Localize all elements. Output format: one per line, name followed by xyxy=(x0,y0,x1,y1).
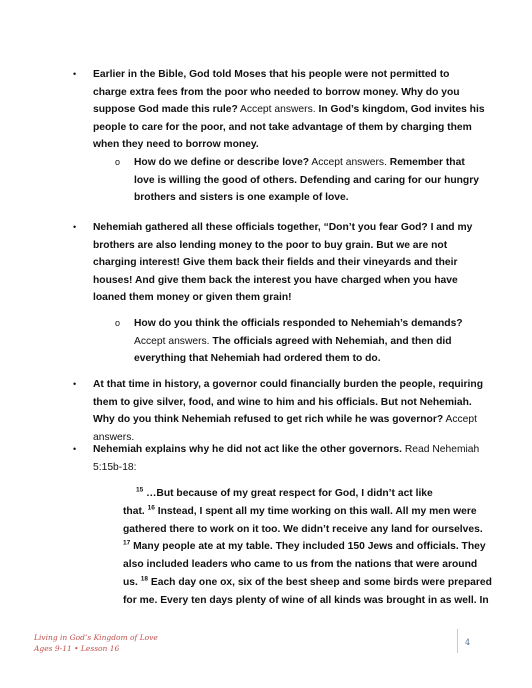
bullet-text-plain: Read Nehemiah 5:15b-18: xyxy=(93,444,480,473)
bullet-text-plain: Accept answers. xyxy=(237,104,316,116)
bullet-nehemiah-explains xyxy=(73,441,485,476)
subbullet-text-bold: How do we define or describe love? xyxy=(134,157,310,168)
verse-number: 15 xyxy=(136,486,144,494)
bullet-governor-burden xyxy=(73,376,485,446)
quote-text: …But because of my great respect for God, I didn’t act like xyxy=(143,488,433,499)
quote-line: gathered there to work on it too. We didn’t receive any land for ourselves. xyxy=(123,523,483,535)
quote-line xyxy=(123,485,493,503)
quote-text: that. xyxy=(123,505,148,517)
subbullet-text-bold: How do you think the officials responded to Nehemiah’s demands? xyxy=(134,318,463,329)
subbullet-text-bold: Remember that love is willing the good of others. Defending and caring for our hungry brothers and sisters is one example of love. xyxy=(134,157,479,204)
verse-number: 16 xyxy=(147,504,155,512)
footer-title: Living in God’s Kingdom of Love xyxy=(34,633,158,642)
page-number: 4 xyxy=(465,638,471,647)
subbullet-text-plain: Accept answers. xyxy=(134,335,210,347)
quote-line xyxy=(123,503,493,521)
quote-line xyxy=(123,538,493,556)
verse-number: 18 xyxy=(140,575,148,583)
quote-line: also included leaders who came to us from the nations that were around xyxy=(123,559,478,571)
quote-text: Many people ate at my table. They included 150 Jews and officials. They xyxy=(130,541,486,553)
bullet-marker: • xyxy=(73,444,77,454)
quote-line xyxy=(123,574,493,592)
bullet-text-bold: At that time in history, a governor could financially burden the people, requiring them to give silver, food, and wine to him and his officials. But not Nehemiah. Why do you think Nehemiah refused to get rich while he was governor? xyxy=(93,379,483,426)
subbullet-officials-responded xyxy=(115,315,486,368)
quote-text: Each day one ox, six of the best sheep and some birds were prepared xyxy=(147,576,492,588)
bullet-marker: • xyxy=(73,69,77,79)
subbullet-text-plain: Accept answers. xyxy=(309,157,387,168)
subbullet-text-bold: The officials agreed with Nehemiah, and then did everything that Nehemiah had ordered them to do. xyxy=(134,335,452,365)
quote-line: for me. Every ten days plenty of wine of all kinds was brought in as well. In xyxy=(123,594,489,606)
quote-text: Instead, I spent all my time working on this wall. All my men were xyxy=(154,505,477,517)
bullet-text-bold: Nehemiah gathered all these officials together, “Don’t you fear God? I and my brothers are also lending money to the poor to buy grain. But we are not charging interest! Give them back their fields and their vineyards and their houses! And give them back the interest you have charged when you have loaned them money or given them grain! xyxy=(93,222,473,304)
bullet-text-bold: Earlier in the Bible, God told Moses that his people were not permitted to charge extra fees from the poor who needed to borrow money. Why do you suppose God made this rule? xyxy=(93,69,460,116)
subbullet-marker: o xyxy=(115,318,121,328)
subbullet-define-love xyxy=(115,154,486,207)
bullet-moses-rule xyxy=(73,66,485,154)
subbullet-marker: o xyxy=(115,157,121,167)
bullet-text-plain: Accept answers. xyxy=(93,414,477,443)
bullet-marker: • xyxy=(73,379,77,389)
bullet-text-bold: Nehemiah explains why he did not act like the other governors. xyxy=(93,444,402,455)
bullet-nehemiah-gathered xyxy=(73,219,485,307)
quote-text: us. xyxy=(123,576,141,588)
verse-number: 17 xyxy=(123,539,131,547)
bullet-marker: • xyxy=(73,222,77,232)
footer-subtitle: Ages 9-11 • Lesson 16 xyxy=(34,644,120,653)
bullet-text-bold: In God’s kingdom, God invites his people to care for the poor, and not take advantage of them by charging them when they need to borrow money. xyxy=(93,104,485,151)
footer xyxy=(34,632,158,654)
scripture-quote xyxy=(123,485,493,610)
footer-divider xyxy=(457,629,458,653)
